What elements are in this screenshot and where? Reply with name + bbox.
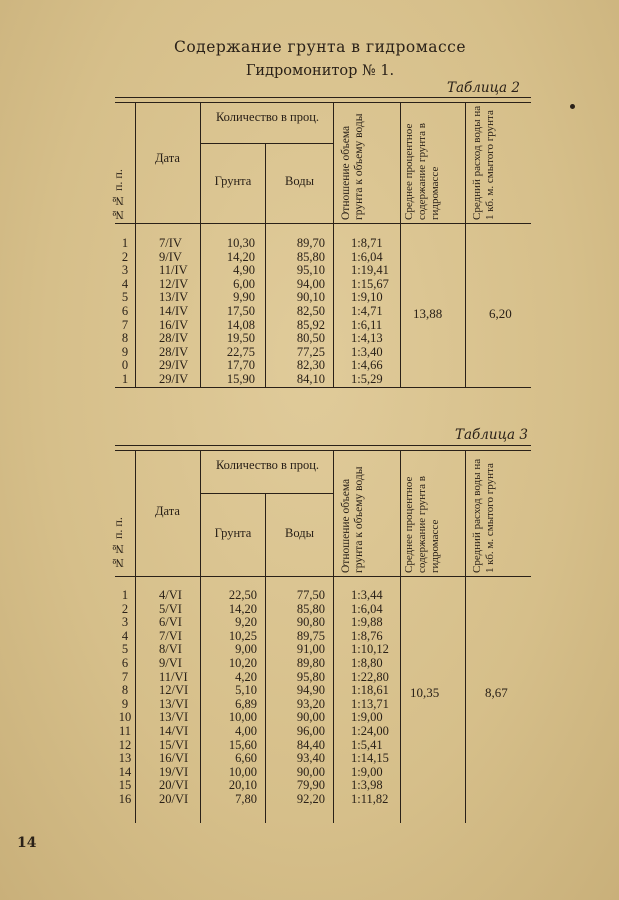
table2-row-water: 94,00 bbox=[296, 276, 325, 291]
table3-row-ratio: 1:3,44 bbox=[351, 588, 383, 602]
table2-row-num: 1 bbox=[121, 371, 129, 386]
table2-row-soil: 22,75 bbox=[226, 344, 255, 359]
table2-row-num: 5 bbox=[121, 290, 129, 305]
table3-row-soil: 4,20 bbox=[235, 669, 257, 684]
table3-row-soil: 10,00 bbox=[228, 764, 257, 779]
table2-row-ratio: 1:6,04 bbox=[351, 249, 383, 264]
table3-avg-pct: 10,35 bbox=[410, 685, 440, 700]
table2-row-date: 9/IV bbox=[159, 249, 182, 264]
table3-row-soil: 5,10 bbox=[235, 683, 257, 698]
table2-col-soil bbox=[205, 237, 255, 387]
table3-header-date: Дата bbox=[155, 504, 180, 518]
table3-row-ratio: 1:22,80 bbox=[351, 669, 389, 684]
table3-col-num bbox=[115, 589, 135, 807]
table2-row-date: 29/IV bbox=[159, 358, 189, 373]
table2-row-soil: 9,90 bbox=[233, 290, 255, 305]
table2-label: Таблица 2 bbox=[447, 80, 520, 96]
table2-row-date: 29/IV bbox=[159, 371, 189, 386]
table2-avg-pct: 13,88 bbox=[413, 306, 443, 321]
table2-row-water: 90,10 bbox=[296, 290, 325, 305]
table2-row-num: 2 bbox=[121, 249, 129, 264]
table2-row-ratio: 1:3,40 bbox=[351, 344, 383, 359]
table2-row-date: 28/IV bbox=[159, 331, 189, 346]
table2-row-ratio: 1:6,11 bbox=[351, 317, 383, 332]
table3-row-date: 13/VI bbox=[159, 696, 189, 711]
table2-row-water: 85,92 bbox=[296, 317, 325, 332]
table3-header-soil: Грунта bbox=[214, 526, 252, 540]
table3-row-soil: 9,20 bbox=[235, 615, 257, 630]
table3-row-ratio: 1:24,00 bbox=[351, 723, 389, 738]
table2-header-ratio: Отношение объема грунта к объему воды bbox=[340, 113, 365, 220]
table3-row-ratio: 1:10,12 bbox=[351, 642, 389, 657]
table2 bbox=[111, 97, 531, 392]
table3-row-ratio: 1:13,71 bbox=[351, 696, 389, 711]
table3-row-soil: 15,60 bbox=[228, 737, 257, 752]
table2-row-water: 82,30 bbox=[296, 358, 325, 373]
table2-row-soil: 14,08 bbox=[226, 317, 255, 332]
table3-row-soil: 10,20 bbox=[228, 655, 257, 670]
table2-row-date: 13/IV bbox=[159, 290, 189, 305]
table2-header-water: Воды bbox=[285, 174, 314, 188]
table3-col-date bbox=[159, 589, 204, 807]
table3-col-soil bbox=[205, 589, 257, 807]
page-title: Содержание грунта в гидромассе bbox=[173, 38, 467, 56]
table2-row-num: 6 bbox=[121, 303, 129, 318]
table2-row-soil: 10,30 bbox=[226, 236, 255, 250]
table3-row-ratio: 1:18,61 bbox=[351, 683, 389, 698]
table3-row-water: 85,80 bbox=[296, 601, 325, 616]
table3-row-date: 13/VI bbox=[159, 710, 189, 725]
table3-row-date: 5/VI bbox=[159, 601, 182, 616]
table3-row-water: 89,80 bbox=[296, 655, 325, 670]
table3-row-soil: 4,00 bbox=[235, 723, 257, 738]
table2-row-soil: 19,50 bbox=[226, 331, 255, 346]
table3-row-water: 79,90 bbox=[296, 778, 325, 793]
table2-col-num bbox=[115, 237, 135, 387]
table3-row-ratio: 1:9,00 bbox=[351, 710, 383, 725]
table2-col-water bbox=[275, 237, 325, 387]
table3-row-water: 93,20 bbox=[296, 696, 325, 711]
table3-row-water: 77,50 bbox=[296, 588, 325, 602]
table3-row-num: 4 bbox=[121, 628, 129, 643]
ink-spot bbox=[570, 104, 575, 109]
table2-row-date: 14/IV bbox=[159, 303, 189, 318]
table3-row-water: 90,00 bbox=[296, 710, 325, 725]
table2-row-num: 1 bbox=[121, 236, 129, 250]
table3-col-ratio bbox=[351, 589, 401, 807]
table3-row-ratio: 1:3,98 bbox=[351, 778, 383, 793]
table3-row-num: 10 bbox=[118, 710, 132, 725]
table3-row-num: 7 bbox=[121, 669, 129, 684]
table2-row-water: 89,70 bbox=[296, 236, 325, 250]
table2-header-soil: Грунта bbox=[214, 174, 252, 188]
table3-row-date: 15/VI bbox=[159, 737, 189, 752]
table3-row-water: 90,00 bbox=[296, 764, 325, 779]
table3-row-num: 15 bbox=[118, 778, 132, 793]
table3-row-water: 89,75 bbox=[296, 628, 325, 643]
table3-row-soil: 14,20 bbox=[228, 601, 257, 616]
table3-row-num: 3 bbox=[121, 615, 129, 630]
table3-col-water bbox=[275, 589, 325, 807]
table2-row-soil: 15,90 bbox=[226, 371, 255, 386]
table2-col-ratio bbox=[351, 237, 401, 387]
table2-row-soil: 4,90 bbox=[233, 263, 255, 278]
table3-row-ratio: 1:9,88 bbox=[351, 615, 383, 630]
table2-row-num: 8 bbox=[121, 331, 129, 346]
table3-row-num: 12 bbox=[118, 737, 132, 752]
table3-row-soil: 6,60 bbox=[235, 751, 257, 766]
table2-row-ratio: 1:19,41 bbox=[351, 263, 389, 278]
table3-row-date: 8/VI bbox=[159, 642, 182, 657]
table3-row-num: 5 bbox=[121, 642, 129, 657]
table2-row-ratio: 1:8,71 bbox=[351, 236, 383, 250]
table2-row-ratio: 1:4,71 bbox=[351, 303, 383, 318]
table2-row-water: 95,10 bbox=[296, 263, 325, 278]
table3-row-water: 91,00 bbox=[296, 642, 325, 657]
table3-row-num: 14 bbox=[118, 764, 132, 779]
table3-row-num: 8 bbox=[121, 683, 129, 698]
table3-row-num: 2 bbox=[121, 601, 129, 616]
table3-row-soil: 10,00 bbox=[228, 710, 257, 725]
table3-row-ratio: 1:11,82 bbox=[351, 791, 389, 806]
table3-row-date: 9/VI bbox=[159, 655, 182, 670]
table3-row-water: 94,90 bbox=[296, 683, 325, 698]
table3-row-soil: 10,25 bbox=[228, 628, 257, 643]
table2-row-soil: 17,70 bbox=[226, 358, 255, 373]
table2-row-num: 7 bbox=[121, 317, 129, 332]
table3-row-ratio: 1:9,00 bbox=[351, 764, 383, 779]
table3-row-date: 20/VI bbox=[159, 791, 189, 806]
table3-avg-flow: 8,67 bbox=[485, 685, 508, 700]
table3-row-date: 12/VI bbox=[159, 683, 189, 698]
table3-header-quantity: Количество в проц. bbox=[215, 458, 320, 472]
page-subtitle: Гидромонитор № 1. bbox=[245, 63, 395, 79]
table2-row-num: 3 bbox=[121, 263, 129, 278]
table2-row-date: 11/IV bbox=[159, 263, 188, 278]
table2-row-num: 9 bbox=[121, 344, 129, 359]
table3-row-num: 11 bbox=[118, 723, 132, 738]
page-number: 14 bbox=[17, 835, 37, 851]
table2-row-ratio: 1:5,29 bbox=[351, 371, 383, 386]
table3-row-num: 13 bbox=[118, 751, 132, 766]
table2-row-date: 7/IV bbox=[159, 236, 182, 250]
table2-row-date: 28/IV bbox=[159, 344, 189, 359]
table3-row-soil: 20,10 bbox=[228, 778, 257, 793]
table2-row-soil: 14,20 bbox=[226, 249, 255, 264]
table2-row-date: 16/IV bbox=[159, 317, 189, 332]
table2-row-ratio: 1:15,67 bbox=[351, 276, 389, 291]
table2-row-num: 0 bbox=[121, 358, 129, 373]
table2-row-date: 12/IV bbox=[159, 276, 189, 291]
table3-row-water: 90,80 bbox=[296, 615, 325, 630]
table3-row-date: 20/VI bbox=[159, 778, 189, 793]
table2-header-date: Дата bbox=[155, 151, 180, 165]
table3-row-ratio: 1:5,41 bbox=[351, 737, 383, 752]
table2-header-avg-flow: Средний расход воды на 1 кб. м. смытого грунта bbox=[471, 105, 496, 220]
table3-row-ratio: 1:8,76 bbox=[351, 628, 383, 643]
table2-row-water: 84,10 bbox=[296, 371, 325, 386]
table3-header-ratio: Отношение объема грунта к объему воды bbox=[340, 466, 365, 573]
table3-row-date: 11/VI bbox=[159, 669, 188, 684]
table2-row-water: 82,50 bbox=[296, 303, 325, 318]
table3-row-date: 16/VI bbox=[159, 751, 189, 766]
table3-label: Таблица 3 bbox=[455, 427, 528, 443]
table3-row-date: 6/VI bbox=[159, 615, 182, 630]
table3-row-num: 6 bbox=[121, 655, 129, 670]
table3-header-avg-flow: Средний расход воды на 1 кб. м. смытого грунта bbox=[471, 458, 496, 573]
table3-row-date: 4/VI bbox=[159, 588, 182, 602]
table3-row-water: 93,40 bbox=[296, 751, 325, 766]
table2-header-avg-pct: Среднее процентное содержание грунта в гидромассе bbox=[403, 123, 441, 220]
table3-row-water: 96,00 bbox=[296, 723, 325, 738]
table2-header-quantity: Количество в проц. bbox=[215, 110, 320, 124]
table3-row-ratio: 1:8,80 bbox=[351, 655, 383, 670]
table2-row-num: 4 bbox=[121, 276, 129, 291]
table2-row-ratio: 1:4,13 bbox=[351, 331, 383, 346]
table3 bbox=[111, 445, 531, 823]
table3-row-soil: 6,89 bbox=[235, 696, 257, 711]
table3-row-date: 7/VI bbox=[159, 628, 182, 643]
table3-row-soil: 9,00 bbox=[235, 642, 257, 657]
table2-row-soil: 6,00 bbox=[233, 276, 255, 291]
table2-row-water: 85,80 bbox=[296, 249, 325, 264]
table3-row-water: 84,40 bbox=[296, 737, 325, 752]
table2-row-ratio: 1:9,10 bbox=[351, 290, 383, 305]
table3-row-num: 9 bbox=[121, 696, 129, 711]
table3-row-water: 92,20 bbox=[296, 791, 325, 806]
table3-row-date: 19/VI bbox=[159, 764, 189, 779]
table2-avg-flow: 6,20 bbox=[489, 306, 512, 321]
table3-header-num: №№ п. п. bbox=[111, 517, 125, 570]
table2-row-water: 77,25 bbox=[296, 344, 325, 359]
table3-row-water: 95,80 bbox=[296, 669, 325, 684]
table3-row-date: 14/VI bbox=[159, 723, 189, 738]
table2-row-ratio: 1:4,66 bbox=[351, 358, 383, 373]
table3-header-avg-pct: Среднее процентное содержание грунта в гидромассе bbox=[403, 476, 441, 573]
table3-row-num: 1 bbox=[121, 588, 129, 602]
table3-header-water: Воды bbox=[285, 526, 314, 540]
table2-header-num: №№ п. п. bbox=[111, 169, 125, 222]
table2-row-water: 80,50 bbox=[296, 331, 325, 346]
table2-row-soil: 17,50 bbox=[226, 303, 255, 318]
table3-row-ratio: 1:14,15 bbox=[351, 751, 389, 766]
table3-row-num: 16 bbox=[118, 791, 132, 806]
table3-row-soil: 22,50 bbox=[228, 588, 257, 602]
table2-col-date bbox=[159, 237, 204, 387]
table3-row-soil: 7,80 bbox=[235, 791, 257, 806]
table3-row-ratio: 1:6,04 bbox=[351, 601, 383, 616]
